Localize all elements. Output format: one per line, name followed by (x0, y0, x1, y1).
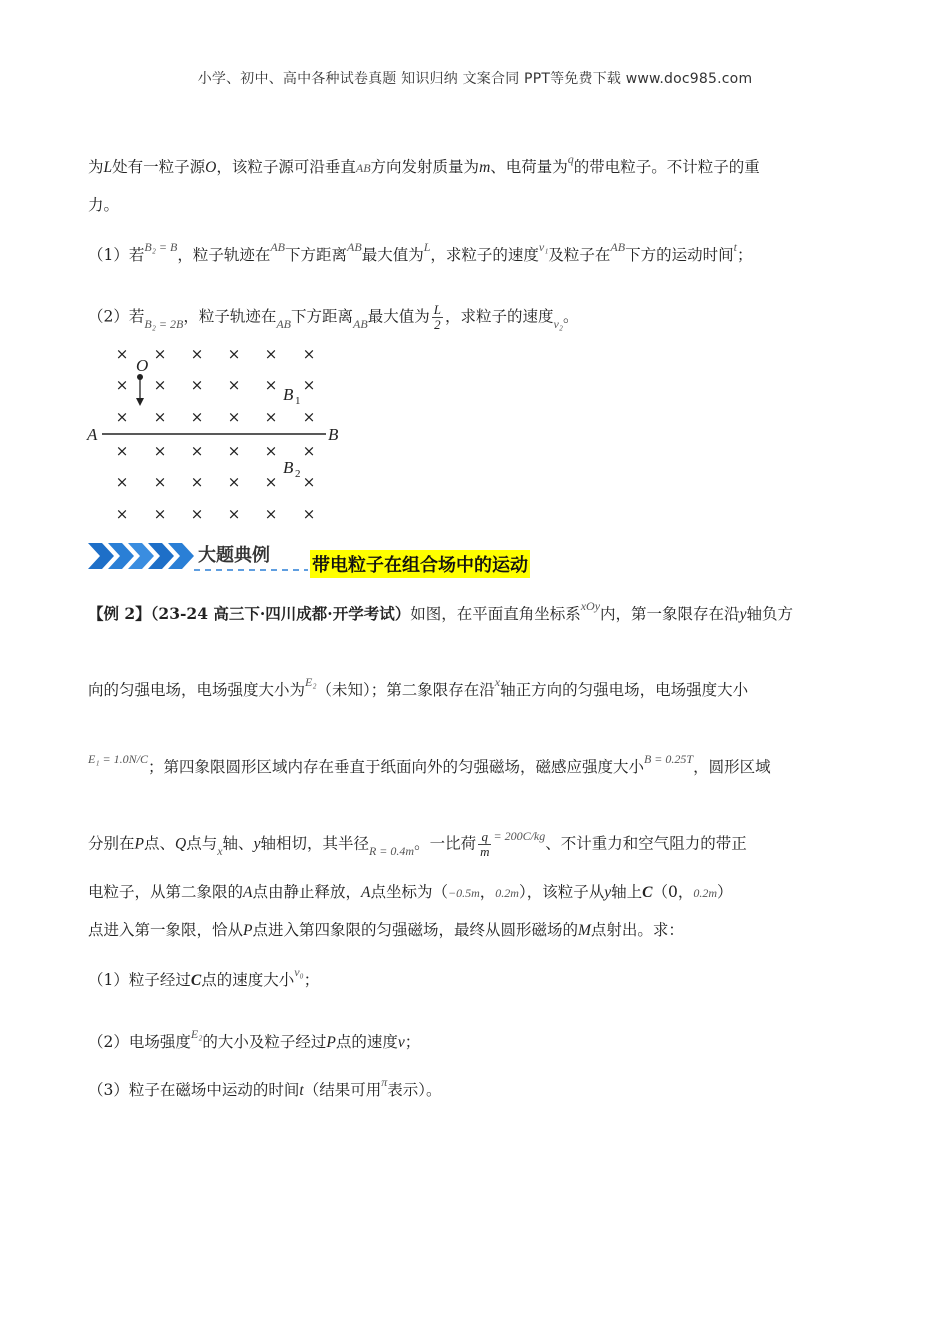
example-line-4: 分别在P点、Q点与$_x$轴、y轴相切，其半径$_{R = 0.4m}$。一比荷 $\frac{q}{m}$ $^{= 200C/kg}$、不计重力和空气阻力的带正 (88, 828, 747, 859)
field-cross: × (190, 345, 204, 363)
arrow-head (136, 398, 144, 406)
field-cross: × (153, 408, 167, 426)
example-line-5: 电粒子，从第二象限的A点由静止释放，A点坐标为（−0.5m，0.2m），该粒子从y轴上C（0，0.2m） (88, 883, 733, 901)
field-cross: × (190, 505, 204, 523)
field-cross: × (302, 442, 316, 460)
field-cross: × (264, 473, 278, 491)
field-cross: × (302, 408, 316, 426)
intro-line-2: 力。 (88, 196, 120, 214)
magnetic-field-figure (80, 340, 360, 530)
label-B1: B (283, 385, 294, 404)
field-cross: × (264, 442, 278, 460)
label-A: A (87, 425, 98, 444)
field-cross: × (115, 408, 129, 426)
field-cross: × (153, 376, 167, 394)
field-cross: × (115, 505, 129, 523)
question-2: （2）若$_{B_2 = 2B}$，粒子轨迹在$_{AB}$下方距离$_{AB}$最大值为 $\frac{L}{2}$ ，求粒子的速度$_{v_2}$。 (88, 302, 579, 332)
field-cross: × (302, 473, 316, 491)
section-title: 带电粒子在组合场中的运动 (310, 550, 530, 578)
field-cross: × (264, 345, 278, 363)
field-cross: × (190, 442, 204, 460)
field-cross: × (227, 505, 241, 523)
field-cross: × (302, 376, 316, 394)
banner-tag: 大题典例 (198, 545, 270, 566)
field-cross: × (264, 408, 278, 426)
field-cross: × (227, 408, 241, 426)
field-cross: × (227, 473, 241, 491)
field-cross: × (227, 345, 241, 363)
field-cross: × (153, 505, 167, 523)
example-line-6: 点进入第一象限，恰从P点进入第四象限的匀强磁场，最终从圆形磁场的M点射出。求： (88, 921, 684, 939)
field-cross: × (227, 442, 241, 460)
label-B: B (328, 425, 339, 444)
field-cross: × (115, 376, 129, 394)
field-cross: × (264, 505, 278, 523)
label-O: O (136, 356, 149, 375)
example-line-3: $^{E_1 = 1.0N/C}$；第四象限圆形区域内存在垂直于纸面向外的匀强磁场，磁感应强度大小$^{B = 0.25T}$，圆形区域 (88, 752, 771, 776)
example-question-3: （3）粒子在磁场中运动的时间t（结果可用$^\pi$表示）。 (88, 1075, 442, 1099)
field-cross: × (227, 376, 241, 394)
label-B2-subscript: 2 (295, 468, 301, 480)
example-question-2: （2）电场强度$^{E_2}$的大小及粒子经过P点的速度v； (88, 1027, 421, 1051)
label-B1-subscript: 1 (295, 395, 301, 407)
field-cross: × (264, 376, 278, 394)
question-1: （1）若$^{B_2 = B}$，粒子轨迹在$^{AB}$下方距离$^{AB}$最大值为$^L$，求粒子的速度$^{v_1}$及粒子在$^{AB}$下方的运动时间$^t$； (88, 240, 753, 264)
field-cross: × (190, 408, 204, 426)
field-cross: × (115, 345, 129, 363)
page-header: 小学、初中、高中各种试卷真题 知识归纳 文案合同 PPT等免费下载 www.doc985.com (197, 71, 753, 87)
field-cross: × (153, 345, 167, 363)
field-cross: × (153, 473, 167, 491)
example-line-2: 向的匀强电场，电场强度大小为$^{E_2}$（未知）；第二象限存在沿$^x$轴正方向的匀强电场，电场强度大小 (88, 675, 749, 699)
fraction-q-over-m: $\frac{q}{m}$ (480, 829, 490, 859)
field-cross: × (115, 473, 129, 491)
intro-line-1: 为L处有一粒子源O，该粒子源可沿垂直AB方向发射质量为m、电荷量为$^q$的带电粒子。不计粒子的重 (88, 152, 760, 176)
field-cross: × (153, 442, 167, 460)
example-question-1: （1）粒子经过C点的速度大小$^{v_0}$； (88, 965, 320, 989)
field-cross: × (190, 473, 204, 491)
field-cross: × (115, 442, 129, 460)
example-line-1: 【例 2】（23-24 高三下·四川成都·开学考试）如图，在平面直角坐标系$^{xOy}$内，第一象限存在沿y轴负方 (88, 599, 793, 623)
field-cross: × (190, 376, 204, 394)
label-B2: B (283, 458, 294, 477)
field-cross: × (302, 345, 316, 363)
fraction-L-over-2: $\frac{L}{2}$ (433, 302, 441, 332)
field-cross: × (302, 505, 316, 523)
